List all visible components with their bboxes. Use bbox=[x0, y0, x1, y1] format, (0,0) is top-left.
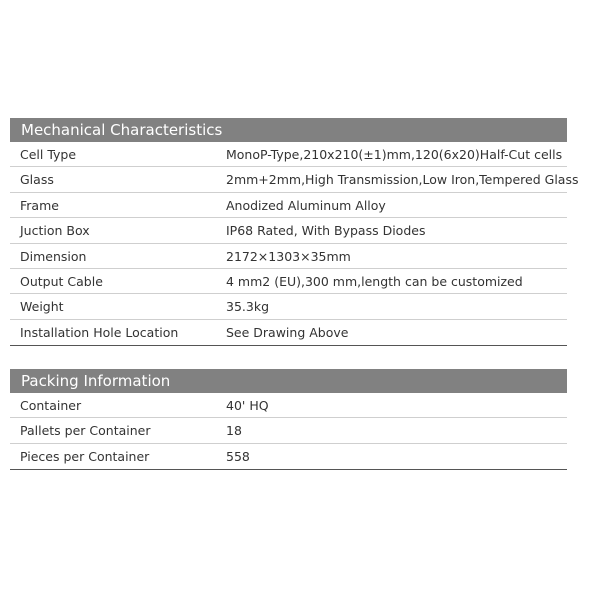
mechanical-characteristics-header: Mechanical Characteristics bbox=[10, 118, 567, 142]
table-row bbox=[10, 218, 567, 243]
row-value: 2mm+2mm,High Transmission,Low Iron,Tempered Glass bbox=[226, 172, 579, 188]
table-row bbox=[10, 142, 567, 167]
mechanical-characteristics-section bbox=[10, 118, 579, 346]
row-label: Dimension bbox=[20, 248, 87, 264]
row-label: Frame bbox=[20, 197, 59, 213]
mechanical-characteristics-table bbox=[10, 142, 579, 346]
row-label: Glass bbox=[20, 172, 54, 188]
row-value: 18 bbox=[226, 423, 242, 439]
row-value: 40' HQ bbox=[226, 398, 269, 413]
packing-information-header: Packing Information bbox=[10, 369, 567, 393]
row-value: 2172×1303×35mm bbox=[226, 248, 351, 264]
packing-information-section bbox=[10, 369, 567, 470]
row-value: 558 bbox=[226, 448, 250, 464]
row-value: IP68 Rated, With Bypass Diodes bbox=[226, 223, 426, 239]
row-label: Weight bbox=[20, 299, 64, 315]
table-row bbox=[10, 193, 567, 218]
row-value: 35.3kg bbox=[226, 299, 270, 315]
table-row bbox=[10, 320, 567, 345]
table-row bbox=[10, 244, 567, 269]
table-row bbox=[10, 418, 567, 443]
table-row bbox=[10, 167, 579, 192]
row-label: Pieces per Container bbox=[20, 448, 150, 464]
row-label: Juction Box bbox=[20, 223, 90, 239]
row-label: Container bbox=[20, 398, 82, 413]
row-value: 4 mm2 (EU),300 mm,length can be customized bbox=[226, 273, 523, 289]
table-row bbox=[10, 294, 567, 319]
row-value: Anodized Aluminum Alloy bbox=[226, 197, 386, 213]
table-row bbox=[10, 269, 567, 294]
row-label: Cell Type bbox=[20, 147, 77, 162]
table-row bbox=[10, 393, 567, 418]
row-label: Output Cable bbox=[20, 273, 103, 289]
row-label: Pallets per Container bbox=[20, 423, 151, 439]
row-value: See Drawing Above bbox=[226, 324, 349, 340]
packing-information-table bbox=[10, 393, 567, 470]
row-label: Installation Hole Location bbox=[20, 324, 179, 340]
table-row bbox=[10, 444, 567, 469]
row-value: MonoP-Type,210x210(±1)mm,120(6x20)Half-Cut cells bbox=[226, 147, 563, 162]
